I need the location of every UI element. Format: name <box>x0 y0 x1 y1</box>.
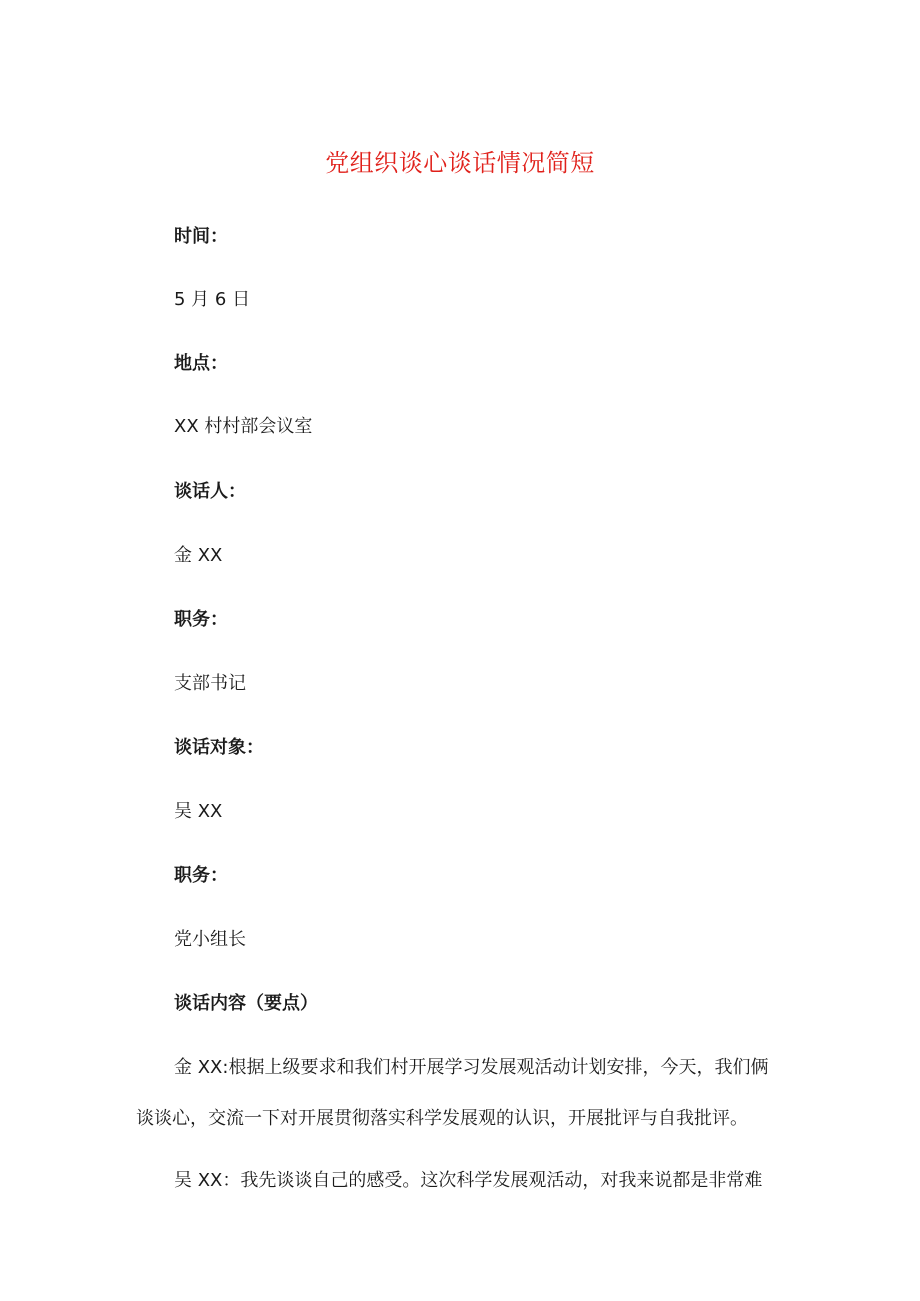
interviewer-value: 金 XX <box>174 545 223 566</box>
location-value: XX 村村部会议室 <box>174 416 313 437</box>
time-value: 5 月 6 日 <box>174 289 251 310</box>
interviewee-position-value: 党小组长 <box>174 929 246 950</box>
content-heading: 谈话内容（要点） <box>174 993 318 1014</box>
interviewee-value: 吴 XX <box>174 801 223 822</box>
paragraph-line: 谈谈心，交流一下对开展贯彻落实科学发展观的认识，开展批评与自我批评。 <box>136 1108 748 1129</box>
interviewer-position-value: 支部书记 <box>174 673 246 694</box>
document-title: 党组织谈心谈话情况简短 <box>325 149 595 177</box>
interviewee-label: 谈话对象： <box>174 737 264 758</box>
time-label: 时间： <box>174 226 228 247</box>
interviewee-position-label: 职务： <box>174 865 228 886</box>
interviewer-label: 谈话人： <box>174 481 246 502</box>
interviewer-position-label: 职务： <box>174 609 228 630</box>
content-paragraph-2 <box>136 1168 786 1194</box>
content-paragraph-1 <box>136 1055 786 1132</box>
paragraph-line: 吴 XX：我先谈谈自己的感受。这次科学发展观活动，对我来说都是非常难 <box>174 1170 763 1191</box>
paragraph-line: 金 XX:根据上级要求和我们村开展学习发展观活动计划安排，今天，我们俩 <box>174 1057 769 1078</box>
location-label: 地点： <box>174 353 228 374</box>
